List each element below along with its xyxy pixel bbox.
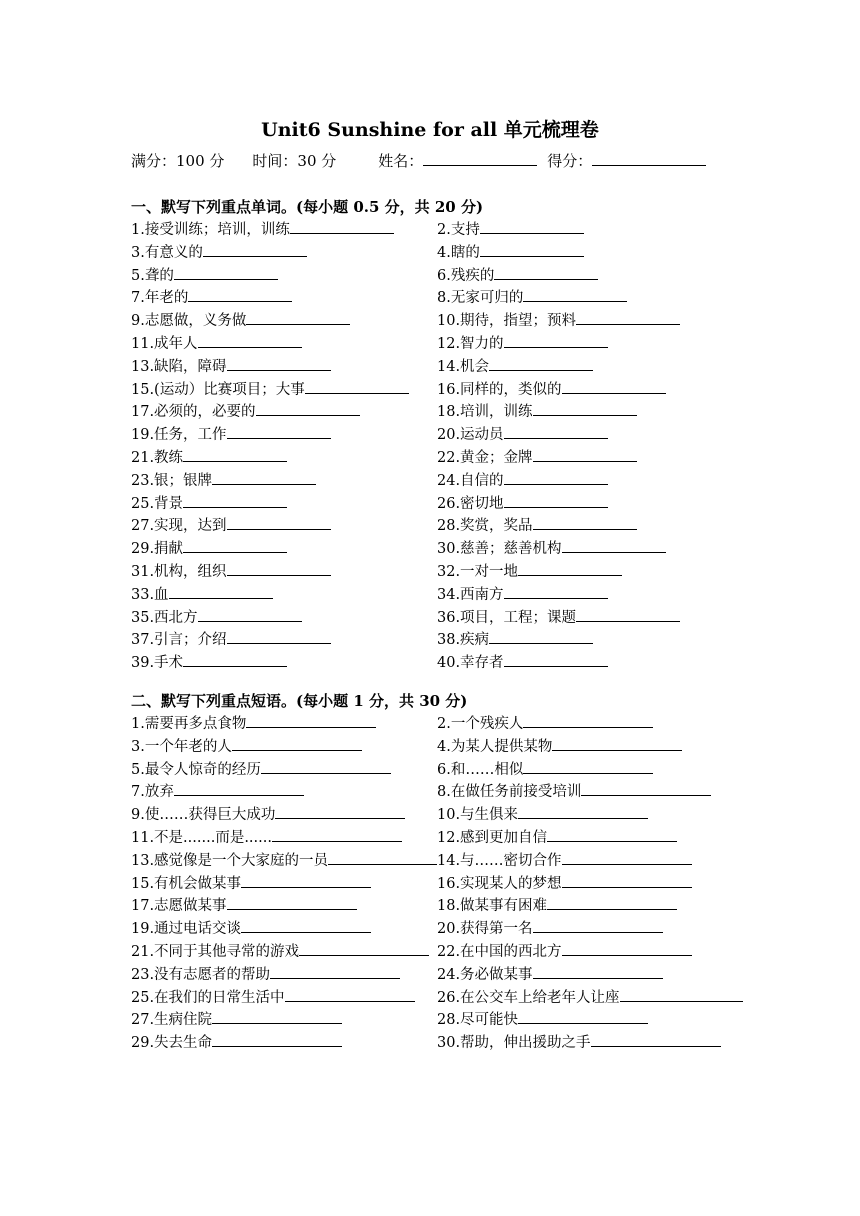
- question-item: [437, 242, 743, 265]
- answer-blank[interactable]: [523, 287, 627, 302]
- question-label: 10.期待，指望；预料: [437, 313, 577, 330]
- question-item: [131, 781, 437, 804]
- section-heading: 一、默写下列重点单词。(每小题 0.5 分，共 20 分): [131, 198, 484, 216]
- question-label: 37.引言；介绍: [131, 632, 227, 649]
- question-item: [437, 538, 743, 561]
- answer-blank[interactable]: [246, 713, 376, 728]
- question-label: 9.使……获得巨大成功: [131, 807, 276, 824]
- answer-blank[interactable]: [183, 447, 287, 462]
- question-item: [437, 310, 743, 333]
- answer-blank[interactable]: [533, 447, 637, 462]
- question-label: 12.智力的: [437, 335, 504, 352]
- question-item: [131, 401, 437, 424]
- answer-blank[interactable]: [232, 736, 362, 751]
- answer-blank[interactable]: [489, 356, 593, 371]
- question-item: [131, 1032, 437, 1055]
- section-heading: 二、默写下列重点短语。(每小题 1 分，共 30 分): [131, 692, 468, 710]
- question-label: 17.志愿做某事: [131, 898, 227, 915]
- question-item: [131, 736, 437, 759]
- question-label: 32.一对一地: [437, 563, 519, 580]
- question-label: 21.不同于其他寻常的游戏: [131, 943, 300, 960]
- question-label: 7.年老的: [131, 290, 189, 307]
- answer-blank[interactable]: [328, 850, 437, 865]
- question-item: [131, 652, 437, 675]
- question-label: 30.帮助，伸出援助之手: [437, 1035, 591, 1052]
- answer-blank[interactable]: [241, 873, 371, 888]
- question-label: 23.银；银牌: [131, 472, 213, 489]
- question-label: 15.(运动）比赛项目；大事: [131, 381, 305, 398]
- answer-blank[interactable]: [275, 804, 405, 819]
- answer-blank[interactable]: [523, 713, 653, 728]
- question-label: 26.密切地: [437, 495, 504, 512]
- question-label: 22.在中国的西北方: [437, 943, 562, 960]
- question-item: [437, 941, 743, 964]
- answer-blank[interactable]: [480, 219, 584, 234]
- question-label: 4.为某人提供某物: [437, 738, 553, 755]
- question-label: 11.不是.......而是......: [131, 829, 272, 846]
- answer-blank[interactable]: [270, 964, 400, 979]
- question-item: [131, 918, 437, 941]
- question-item: [437, 873, 743, 896]
- answer-blank[interactable]: [174, 781, 304, 796]
- question-label: 26.在公交车上给老年人让座: [437, 989, 620, 1006]
- question-item: [437, 713, 743, 736]
- question-item: [437, 987, 743, 1010]
- question-label: 1.接受训练；培训，训练: [131, 222, 290, 238]
- question-item: [437, 447, 743, 470]
- answer-blank[interactable]: [504, 333, 608, 348]
- question-label: 10.与生俱来: [437, 807, 519, 824]
- answer-blank[interactable]: [227, 629, 331, 644]
- question-item: [437, 515, 743, 538]
- answer-blank[interactable]: [261, 759, 391, 774]
- question-label: 28.尽可能快: [437, 1012, 519, 1029]
- question-item: [131, 895, 437, 918]
- answer-blank[interactable]: [227, 515, 331, 530]
- answer-blank[interactable]: [533, 515, 637, 530]
- question-label: 20.获得第一名: [437, 921, 533, 938]
- answer-blank[interactable]: [518, 804, 648, 819]
- answer-blank[interactable]: [533, 401, 637, 416]
- question-label: 6.和……相似: [437, 761, 524, 778]
- question-item: [131, 804, 437, 827]
- question-item: [131, 379, 437, 402]
- question-label: 2.一个残疾人: [437, 716, 524, 732]
- answer-blank[interactable]: [227, 561, 331, 576]
- question-item: [131, 713, 437, 736]
- question-item: [131, 424, 437, 447]
- answer-blank[interactable]: [562, 873, 692, 888]
- question-label: 5.最令人惊奇的经历: [131, 761, 261, 778]
- answer-blank[interactable]: [504, 493, 608, 508]
- answer-blank[interactable]: [212, 1009, 342, 1024]
- answer-blank[interactable]: [183, 493, 287, 508]
- answer-blank[interactable]: [480, 242, 584, 257]
- name-blank[interactable]: [423, 150, 537, 166]
- question-label: 30.慈善；慈善机构: [437, 541, 562, 558]
- answer-blank[interactable]: [562, 379, 666, 394]
- question-item: [131, 759, 437, 782]
- answer-blank[interactable]: [290, 219, 394, 234]
- question-item: [437, 850, 743, 873]
- answer-blank[interactable]: [504, 584, 608, 599]
- question-item: [437, 287, 743, 310]
- question-label: 28.奖赏，奖品: [437, 518, 533, 535]
- question-label: 38.疾病: [437, 632, 490, 649]
- question-label: 36.项目，工程；课题: [437, 609, 577, 626]
- answer-blank[interactable]: [305, 379, 409, 394]
- question-label: 34.西南方: [437, 586, 504, 603]
- answer-blank[interactable]: [227, 895, 357, 910]
- question-item: [131, 333, 437, 356]
- question-item: [437, 759, 743, 782]
- answer-blank[interactable]: [552, 736, 682, 751]
- question-item: [437, 918, 743, 941]
- answer-blank[interactable]: [183, 538, 287, 553]
- question-item: [437, 584, 743, 607]
- answer-blank[interactable]: [272, 827, 402, 842]
- question-item: [437, 607, 743, 630]
- question-item: [437, 333, 743, 356]
- answer-blank[interactable]: [547, 827, 677, 842]
- question-item: [437, 493, 743, 516]
- answer-blank[interactable]: [504, 652, 608, 667]
- question-item: [437, 219, 743, 242]
- question-item: [131, 310, 437, 333]
- question-label: 31.机构，组织: [131, 563, 227, 580]
- question-label: 27.生病住院: [131, 1012, 213, 1029]
- question-label: 25.在我们的日常生活中: [131, 989, 285, 1006]
- question-label: 18.做某事有困难: [437, 898, 548, 915]
- question-item: [437, 424, 743, 447]
- full-marks: 满分：100 分: [131, 152, 225, 170]
- question-item: [437, 470, 743, 493]
- answer-blank[interactable]: [188, 287, 292, 302]
- question-item: [131, 219, 437, 242]
- question-label: 4.瞎的: [437, 244, 480, 261]
- question-label: 27.实现，达到: [131, 518, 227, 535]
- question-label: 1.需要再多点食物: [131, 716, 247, 732]
- question-item: [131, 873, 437, 896]
- question-item: [131, 538, 437, 561]
- answer-blank[interactable]: [504, 470, 608, 485]
- question-label: 24.自信的: [437, 472, 504, 489]
- question-label: 17.必须的，必要的: [131, 404, 256, 421]
- question-item: [437, 265, 743, 288]
- question-item: [131, 850, 437, 873]
- answer-blank[interactable]: [581, 781, 711, 796]
- question-item: [437, 356, 743, 379]
- question-label: 3.一个年老的人: [131, 738, 232, 755]
- answer-blank[interactable]: [494, 265, 598, 280]
- question-label: 14.机会: [437, 358, 490, 375]
- question-label: 7.放弃: [131, 784, 174, 801]
- answer-blank[interactable]: [523, 759, 653, 774]
- question-item: [131, 629, 437, 652]
- answer-blank[interactable]: [246, 310, 350, 325]
- question-item: [131, 515, 437, 538]
- answer-blank[interactable]: [518, 561, 622, 576]
- answer-blank[interactable]: [533, 918, 663, 933]
- question-item: [437, 736, 743, 759]
- question-label: 18.培训，训练: [437, 404, 533, 421]
- question-label: 29.捐献: [131, 541, 184, 558]
- section-words: [131, 196, 751, 675]
- info-line: [131, 150, 706, 172]
- question-label: 3.有意义的: [131, 244, 203, 261]
- answer-blank[interactable]: [620, 987, 743, 1002]
- question-item: [131, 941, 437, 964]
- answer-blank[interactable]: [489, 629, 593, 644]
- answer-blank[interactable]: [169, 584, 273, 599]
- question-label: 9.志愿做，义务做: [131, 313, 247, 330]
- word-list: [131, 219, 751, 675]
- question-label: 8.无家可归的: [437, 290, 524, 307]
- question-label: 6.残疾的: [437, 267, 495, 284]
- question-item: [437, 895, 743, 918]
- question-item: [131, 827, 437, 850]
- question-item: [131, 607, 437, 630]
- answer-blank[interactable]: [504, 424, 608, 439]
- question-item: [131, 265, 437, 288]
- score-blank[interactable]: [592, 150, 706, 166]
- question-label: 15.有机会做某事: [131, 875, 242, 892]
- question-item: [131, 447, 437, 470]
- question-label: 13.感觉像是一个大家庭的一员: [131, 852, 329, 869]
- question-label: 29.失去生命: [131, 1035, 213, 1052]
- question-label: 11.成年人: [131, 335, 198, 352]
- question-label: 33.血: [131, 586, 169, 603]
- answer-blank[interactable]: [547, 895, 677, 910]
- question-label: 23.没有志愿者的帮助: [131, 966, 271, 983]
- answer-blank[interactable]: [212, 1032, 342, 1047]
- question-label: 12.感到更加自信: [437, 829, 548, 846]
- answer-blank[interactable]: [562, 850, 692, 865]
- question-item: [131, 356, 437, 379]
- question-label: 21.教练: [131, 449, 184, 466]
- answer-blank[interactable]: [198, 333, 302, 348]
- answer-blank[interactable]: [576, 607, 680, 622]
- question-item: [131, 561, 437, 584]
- answer-blank[interactable]: [518, 1009, 648, 1024]
- answer-blank[interactable]: [562, 538, 666, 553]
- question-item: [437, 652, 743, 675]
- question-item: [437, 561, 743, 584]
- answer-blank[interactable]: [285, 987, 415, 1002]
- question-item: [437, 964, 743, 987]
- answer-blank[interactable]: [227, 356, 331, 371]
- question-label: 22.黄金；金牌: [437, 449, 533, 466]
- question-label: 25.背景: [131, 495, 184, 512]
- question-item: [131, 1009, 437, 1032]
- section-phrases: [131, 690, 751, 1055]
- answer-blank[interactable]: [198, 607, 302, 622]
- answer-blank[interactable]: [241, 918, 371, 933]
- question-item: [437, 781, 743, 804]
- answer-blank[interactable]: [533, 964, 663, 979]
- question-label: 35.西北方: [131, 609, 198, 626]
- question-label: 14.与……密切合作: [437, 852, 562, 869]
- question-item: [437, 401, 743, 424]
- question-item: [131, 287, 437, 310]
- question-label: 39.手术: [131, 655, 184, 672]
- page-title: Unit6 Sunshine for all 单元梳理卷: [261, 119, 599, 141]
- question-item: [131, 470, 437, 493]
- answer-blank[interactable]: [212, 470, 316, 485]
- question-label: 20.运动员: [437, 427, 504, 444]
- question-item: [437, 827, 743, 850]
- question-label: 19.通过电话交谈: [131, 921, 242, 938]
- answer-blank[interactable]: [227, 424, 331, 439]
- answer-blank[interactable]: [299, 941, 429, 956]
- question-item: [131, 964, 437, 987]
- answer-blank[interactable]: [591, 1032, 721, 1047]
- question-label: 5.聋的: [131, 267, 174, 284]
- question-item: [131, 987, 437, 1010]
- question-label: 2.支持: [437, 222, 480, 238]
- time-limit: 时间：30 分: [252, 152, 337, 170]
- answer-blank[interactable]: [562, 941, 692, 956]
- score-label: 得分：: [547, 152, 593, 170]
- name-label: 姓名：: [378, 152, 424, 170]
- question-label: 40.幸存者: [437, 655, 504, 672]
- answer-blank[interactable]: [576, 310, 680, 325]
- question-item: [437, 629, 743, 652]
- answer-blank[interactable]: [203, 242, 307, 257]
- question-item: [131, 584, 437, 607]
- question-item: [437, 1009, 743, 1032]
- question-label: 13.缺陷，障碍: [131, 358, 227, 375]
- question-label: 19.任务，工作: [131, 427, 227, 444]
- question-item: [437, 379, 743, 402]
- answer-blank[interactable]: [256, 401, 360, 416]
- phrase-list: [131, 713, 751, 1055]
- answer-blank[interactable]: [183, 652, 287, 667]
- answer-blank[interactable]: [174, 265, 278, 280]
- question-item: [131, 493, 437, 516]
- question-label: 24.务必做某事: [437, 966, 533, 983]
- question-item: [437, 1032, 743, 1055]
- question-label: 16.实现某人的梦想: [437, 875, 562, 892]
- question-item: [437, 804, 743, 827]
- question-label: 16.同样的，类似的: [437, 381, 562, 398]
- question-item: [131, 242, 437, 265]
- question-label: 8.在做任务前接受培训: [437, 784, 582, 801]
